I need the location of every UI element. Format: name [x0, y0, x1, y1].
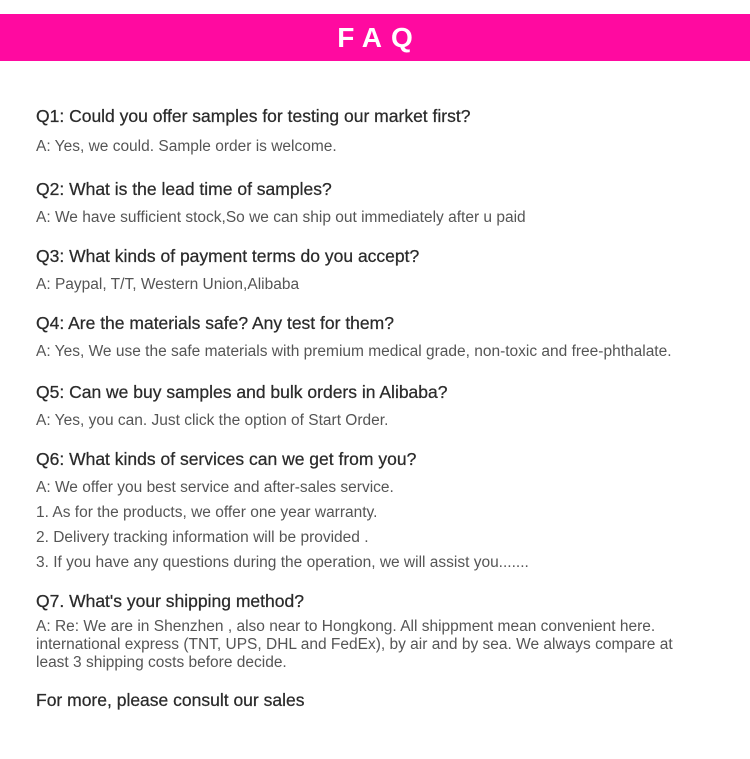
question-q5: Q5: Can we buy samples and bulk orders in Alibaba? — [36, 382, 448, 402]
question-q4: Q4: Are the materials safe? Any test for them? — [36, 313, 394, 333]
question-q3: Q3: What kinds of payment terms do you accept? — [36, 246, 420, 266]
answer-q3: A: Paypal, T/T, Western Union,Alibaba — [36, 276, 300, 293]
faq-item-q2 — [36, 177, 726, 227]
question-q1: Q1: Could you offer samples for testing our market first? — [36, 106, 471, 126]
answer-q5: A: Yes, you can. Just click the option of Start Order. — [36, 412, 389, 429]
faq-item-q1 — [36, 104, 726, 156]
answer-q6-line-4: 3. If you have any questions during the operation, we will assist you....... — [36, 554, 529, 571]
faq-item-q7 — [36, 589, 726, 672]
answer-q4: A: Yes, We use the safe materials with premium medical grade, non-toxic and free-phthalate. — [36, 343, 672, 360]
faq-item-q4 — [36, 311, 726, 361]
faq-item-q3 — [36, 244, 726, 294]
question-q6: Q6: What kinds of services can we get from you? — [36, 449, 417, 469]
answer-q6-line-2: 1. As for the products, we offer one year warranty. — [36, 504, 378, 521]
question-q7: Q7. What's your shipping method? — [36, 591, 304, 611]
answer-q7-line-3: least 3 shipping costs before decide. — [36, 654, 287, 671]
answer-q7-line-2: international express (TNT, UPS, DHL and FedEx), by air and by sea. We always compare at — [36, 636, 673, 653]
answer-q6-line-3: 2. Delivery tracking information will be provided . — [36, 529, 369, 546]
answer-q2: A: We have sufficient stock,So we can ship out immediately after u paid — [36, 209, 526, 226]
faq-content — [36, 104, 726, 712]
banner-title: FAQ — [337, 21, 422, 53]
answer-q1: A: Yes, we could. Sample order is welcome. — [36, 138, 337, 155]
faq-item-q5 — [36, 380, 726, 430]
faq-item-q6 — [36, 447, 726, 575]
answer-q7-line-1: A: Re: We are in Shenzhen , also near to Hongkong. All shippment mean convenient here. — [36, 618, 656, 635]
closing-note: For more, please consult our sales — [36, 690, 305, 710]
answer-q6-line-1: A: We offer you best service and after-sales service. — [36, 479, 394, 496]
faq-banner — [0, 14, 750, 61]
question-q2: Q2: What is the lead time of samples? — [36, 179, 332, 199]
